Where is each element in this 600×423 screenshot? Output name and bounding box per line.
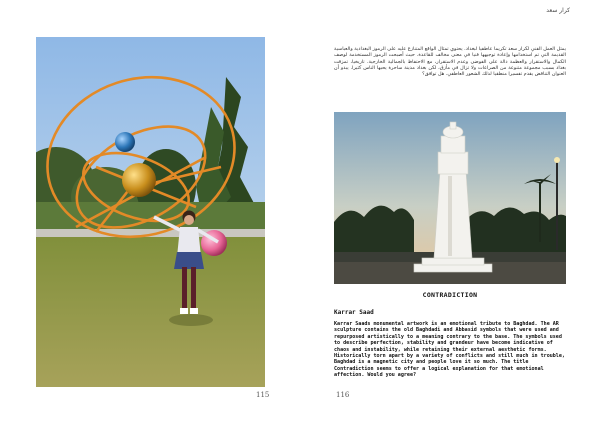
- sculpture-photo-left-graphic: [36, 37, 265, 387]
- arabic-description: يمثل العمل الفني لكرار سعد تكريما عاطفيا لبغداد. يحتوي تمثال الواقع المتنازع عليه على الرموز البغدادية والعباسية القديمة التي تم استخدامها وإعادة توجيهها فنيا في معنى مخالف للقاعدة. حيث أصبحت الرموز المستخدمة لوصف الكمال والاستقرار والعظمة دالة على الفوضى وعدم الاستقرار، مع الاحتفاظ بالجمالية الخارجية. تاريخيا، تمزقت بغداد بسبب مجموعة متنوعة من الصراعات ولا تزال في مأزق، لكن بغداد مدينة ساحرة يحبها الناس كثيرا. يبدو أن العنوان التناقض يقدم تفسيرا منطقيا لذلك الشعور العاطفي. هل توافق؟: [334, 46, 566, 78]
- monument-photo-right-graphic: [334, 112, 566, 284]
- artwork-title: CONTRADICTION: [422, 291, 478, 299]
- artwork-description: Karrar Saads monumental artwork is an emotional tribute to Baghdad. The AR sculpture contains the old Baghdadi and Abbasid symbols that were used and repurposed artistically to a meaning contrary to the base. The symbols used to describe perfection, stability and grandeur have become indicative of chaos and instability, while retaining their external aesthetic forms. Historically torn apart by a variety of conflicts and still much in trouble, Baghdad is a magnetic city and people love it so much. The title Contradiction seems to offer a logical explanation for that emotional affection. Would you agree?: [334, 321, 565, 379]
- monument-photo-right: [334, 112, 566, 284]
- artist-name: Karrar Saad: [334, 309, 374, 316]
- artist-name-arabic: كرار سعد: [546, 7, 570, 14]
- page-number-left: 115: [256, 391, 270, 399]
- sculpture-photo-left: [36, 37, 265, 387]
- page-number-right: 116: [336, 391, 350, 399]
